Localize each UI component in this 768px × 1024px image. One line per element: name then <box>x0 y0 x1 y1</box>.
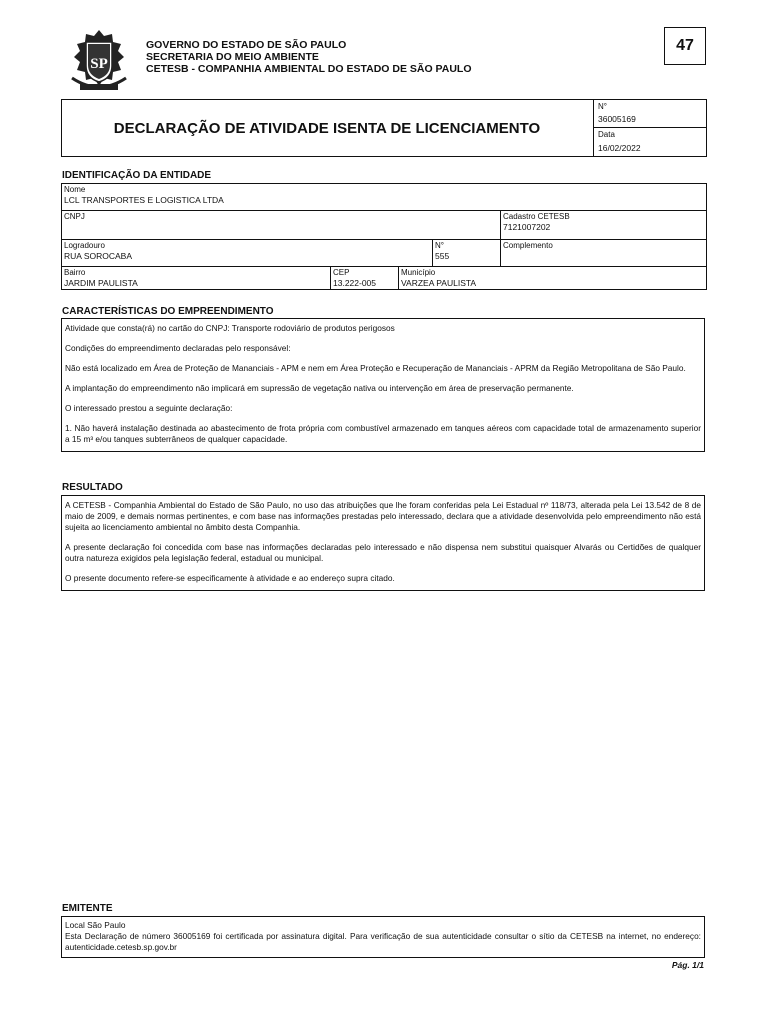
row-logradouro <box>62 240 706 267</box>
complemento-label: Complemento <box>503 241 553 250</box>
nome-label: Nome <box>64 185 86 194</box>
page-stamp: 47 <box>664 27 706 65</box>
title-block <box>61 99 707 157</box>
emitente-local: Local São Paulo <box>65 920 126 930</box>
cell-logradouro <box>62 240 432 266</box>
bairro-value: JARDIM PAULISTA <box>64 278 138 288</box>
municipio-value: VARZEA PAULISTA <box>401 278 477 288</box>
bairro-label: Bairro <box>64 268 86 277</box>
municipio-label: Município <box>401 268 436 277</box>
resultado-paragraph: O presente documento refere-se especificamente à atividade e ao endereço supra citado. <box>65 573 395 583</box>
caracteristicas-box <box>61 318 705 452</box>
svg-text:SP: SP <box>90 56 108 72</box>
cell-numero <box>432 240 500 266</box>
gov-line-3: CETESB - COMPANHIA AMBIENTAL DO ESTADO DE SÃO PAULO <box>146 63 472 75</box>
emitente-text: Esta Declaração de número 36005169 foi certificada por assinatura digital. Para verificação de sua autenticidade consultar o sítio da CETESB na internet, no endereço: autenticidade.cetesb.sp.gov.br <box>65 931 701 952</box>
resultado-paragraph: A presente declaração foi concedida com base nas informações declaradas pelo interessado e não dispensa nem substitui quaisquer Alvarás ou Certidões de qualquer outra natureza exigidos pela legislação federal, estadual ou municipal. <box>65 542 701 563</box>
date-value: 16/02/2022 <box>598 143 641 153</box>
resultado-box <box>61 495 705 591</box>
cell-nome <box>62 184 706 210</box>
cell-bairro <box>62 267 330 289</box>
cell-complemento <box>500 240 706 266</box>
document-title: DECLARAÇÃO DE ATIVIDADE ISENTA DE LICENCIAMENTO <box>113 119 541 137</box>
row-cnpj <box>62 211 706 240</box>
section-resultado-heading: RESULTADO <box>62 482 123 493</box>
row-nome <box>62 184 706 211</box>
section-emitente-heading: EMITENTE <box>62 903 113 914</box>
cell-cadastro <box>500 211 706 239</box>
section-caracteristicas-heading: CARACTERÍSTICAS DO EMPREENDIMENTO <box>62 306 274 317</box>
caracteristicas-paragraph: Atividade que consta(rá) no cartão do CNPJ: Transporte rodoviário de produtos perigosos <box>65 323 395 333</box>
caracteristicas-paragraph: A implantação do empreendimento não implicará em supressão de vegetação nativa ou intervenção em área de preservação permanente. <box>65 383 574 393</box>
page-number: Pág. 1/1 <box>671 960 704 970</box>
numero-label: N° <box>435 241 444 250</box>
number-label: N° <box>598 102 607 111</box>
caracteristicas-paragraph: Condições do empreendimento declaradas pelo responsável: <box>65 343 291 353</box>
section-identificacao-heading: IDENTIFICAÇÃO DA ENTIDADE <box>62 170 212 181</box>
number-divider <box>594 127 707 128</box>
cell-cep <box>330 267 398 289</box>
caracteristicas-paragraph: Não está localizado em Área de Proteção de Mananciais - APM e nem em Área Proteção e Recuperação de Mananciais - APRM da Região Metropolitana de São Paulo. <box>65 363 686 373</box>
cell-municipio <box>398 267 706 289</box>
emitente-box <box>61 916 705 958</box>
cnpj-label: CNPJ <box>64 212 85 221</box>
cadastro-label: Cadastro CETESB <box>503 212 570 221</box>
caracteristicas-paragraph: O interessado prestou a seguinte declaração: <box>65 403 233 413</box>
cep-label: CEP <box>333 268 350 277</box>
document-number-column <box>593 100 707 156</box>
row-bairro <box>62 267 706 289</box>
logradouro-value: RUA SOROCABA <box>64 251 133 261</box>
cadastro-value: 7121007202 <box>503 222 551 232</box>
resultado-paragraph: A CETESB - Companhia Ambiental do Estado de São Paulo, no uso das atribuições que lhe foram conferidas pela Lei Estadual nº 118/73, alterada pela Lei 13.542 de 8 de maio de 2009, e demais normas pertinentes, e com base nas informações prestadas pelo interessado, declara que a atividade desenvolvida pelo empreendimento não está sujeita ao licenciamento ambiental no âmbito desta Companhia. <box>65 500 701 532</box>
numero-value: 555 <box>435 251 450 261</box>
cep-value: 13.222-005 <box>333 278 377 288</box>
gov-line-2: SECRETARIA DO MEIO AMBIENTE <box>146 51 319 63</box>
cell-cnpj <box>62 211 500 239</box>
nome-value: LCL TRANSPORTES E LOGISTICA LTDA <box>64 195 224 205</box>
sao-paulo-seal <box>66 28 132 94</box>
caracteristicas-paragraph: 1. Não haverá instalação destinada ao abastecimento de frota própria com combustível armazenado em tanques aéreos com capacidade total de armazenamento superior a 15 m³ e/ou tanques subterrâneos de qualquer capacidade. <box>65 423 701 444</box>
gov-line-1: GOVERNO DO ESTADO DE SÃO PAULO <box>146 39 347 51</box>
number-value: 36005169 <box>598 114 636 124</box>
government-header <box>146 39 472 75</box>
logradouro-label: Logradouro <box>64 241 105 250</box>
date-label: Data <box>598 130 615 139</box>
entity-table <box>61 183 707 290</box>
